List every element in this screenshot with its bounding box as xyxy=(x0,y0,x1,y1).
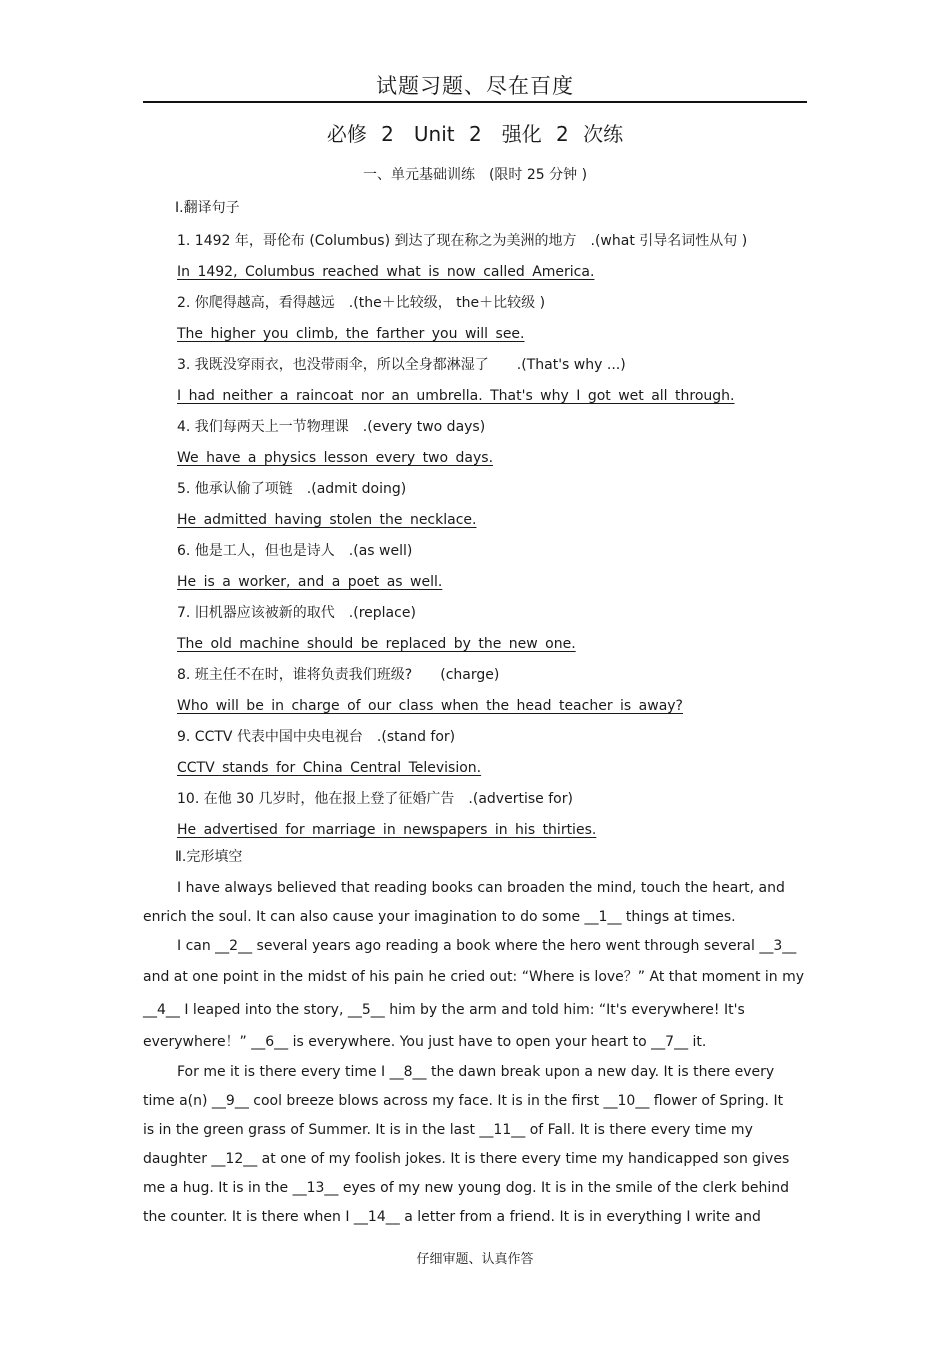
passage-line: everywhere！” __6__ is everywhere. You just have to open your heart to __7__ it. xyxy=(143,1034,707,1050)
passage-line: me a hug. It is in the __13__ eyes of my new young dog. It is in the smile of the clerk behind xyxy=(143,1180,790,1196)
passage-line: I can __2__ several years ago reading a book where the hero went through several __3__ xyxy=(177,938,797,954)
section-title: 一、单元基础训练 (限时 25 分钟 ) xyxy=(362,167,588,183)
part2-heading: Ⅱ.完形填空 xyxy=(175,849,243,865)
cloze-passage xyxy=(143,874,807,1232)
answer-text: He admitted having stolen the necklace. xyxy=(177,512,477,528)
answer-text: I had neither a raincoat nor an umbrella. That's why I got wet all through. xyxy=(177,388,735,404)
question-text: 7. 旧机器应该被新的取代 .(replace) xyxy=(177,605,416,621)
question-text: 5. 他承认偷了项链 .(admit doing) xyxy=(177,481,407,497)
answer-text: The old machine should be replaced by the new one. xyxy=(177,636,576,652)
passage-line: the counter. It is there when I __14__ a letter from a friend. It is in everything I write and xyxy=(143,1209,761,1225)
passage-line: time a(n) __9__ cool breeze blows across my face. It is in the first __10__ flower of Spring. It xyxy=(143,1093,784,1109)
answer-text: CCTV stands for China Central Television. xyxy=(177,760,482,776)
passage-line: and at one point in the midst of his pain he cried out: “Where is love？” At that moment in my xyxy=(143,969,805,985)
question-text: 8. 班主任不在时，谁将负责我们班级? (charge) xyxy=(177,667,500,683)
document-title: 必修 2 Unit 2 强化 2 次练 xyxy=(326,122,624,146)
answer-text: The higher you climb, the farther you will see. xyxy=(177,326,525,342)
question-text: 6. 他是工人，但也是诗人 .(as well) xyxy=(177,543,413,559)
translation-exercises xyxy=(177,231,817,851)
passage-line: For me it is there every time I __8__ the dawn break upon a new day. It is there every xyxy=(177,1064,775,1080)
question-text: 1. 1492 年，哥伦布 (Columbus) 到达了现在称之为美洲的地方 .(what 引导名词性从句 ) xyxy=(177,233,748,249)
answer-text: He is a worker, and a poet as well. xyxy=(177,574,443,590)
part1-heading: Ⅰ.翻译句子 xyxy=(175,200,240,216)
question-text: 2. 你爬得越高，看得越远 .(the＋比较级， the＋比较级 ) xyxy=(177,295,546,311)
page-header: 试题习题、尽在百度 xyxy=(376,74,574,98)
question-text: 3. 我既没穿雨衣，也没带雨伞，所以全身都淋湿了 .(That's why ...) xyxy=(177,357,626,373)
answer-text: We have a physics lesson every two days. xyxy=(177,450,494,466)
answer-text: He advertised for marriage in newspapers in his thirties. xyxy=(177,822,597,838)
passage-line: daughter __12__ at one of my foolish jokes. It is there every time my handicapped son gives xyxy=(143,1151,790,1167)
passage-line: I have always believed that reading books can broaden the mind, touch the heart, and xyxy=(177,880,785,896)
question-text: 9. CCTV 代表中国中央电视台 .(stand for) xyxy=(177,729,456,745)
passage-line: enrich the soul. It can also cause your imagination to do some __1__ things at times. xyxy=(143,909,736,925)
passage-line: is in the green grass of Summer. It is in the last __11__ of Fall. It is there every time my xyxy=(143,1122,753,1138)
answer-text: Who will be in charge of our class when the head teacher is away? xyxy=(177,698,683,714)
page-footer: 仔细审题、认真作答 xyxy=(416,1252,534,1267)
passage-line: __4__ I leaped into the story, __5__ him by the arm and told him: “It's everywhere! It's xyxy=(143,1002,745,1018)
answer-text: In 1492, Columbus reached what is now called America. xyxy=(177,264,595,280)
question-text: 4. 我们每两天上一节物理课 .(every two days) xyxy=(177,419,486,435)
question-text: 10. 在他 30 几岁时，他在报上登了征婚广告 .(advertise for) xyxy=(177,791,573,807)
header-divider xyxy=(143,101,807,103)
